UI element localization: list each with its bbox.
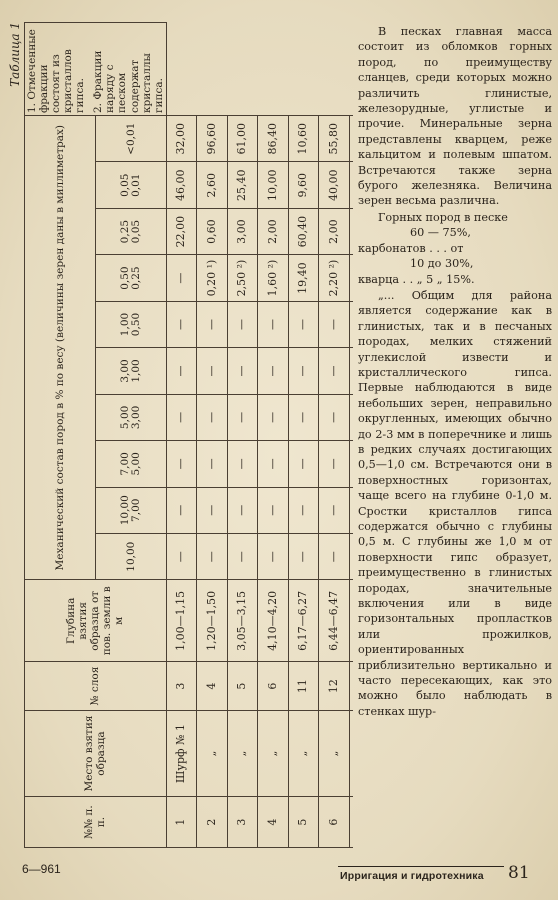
fraction-header xyxy=(95,533,166,579)
fraction-bound: 0,01 xyxy=(129,173,142,197)
cell-depth xyxy=(349,580,353,662)
fraction-header xyxy=(95,255,166,301)
fraction-header xyxy=(95,487,166,533)
fraction-label xyxy=(120,406,142,429)
cell-place: „ xyxy=(319,710,349,796)
fraction-label xyxy=(126,542,137,572)
table-row xyxy=(166,23,196,848)
paragraph-gypsum: „... Общим для района является содержание как в глинистых, так и в песчаных породах, мелких стяжений углекислой извести и кристаллического гипса. Первые наблюдаются в виде небольших зерен, неправильно округленных, имеющих обычно до 2-3 мм в поперечнике и лишь в редких случаях достигающих 0,5—1,0 см. Встречаются они в поверхностных горизонтах, чаще всего на глубине 0-1,0 м. Сростки кристаллов гипса содержатся обычно с глубины 0,5 м. С глубины же 1,0 м от поверхности гипс образует, преимущественно в глинистых породах, значительные включения или в виде горизонтальных пропластков или прожилков, ориентированных приблизительно вертикально и часто пересекающих, как это можно было наблюдать в стенках шур- xyxy=(358,288,552,718)
page-number: 81 xyxy=(508,863,530,883)
table-body xyxy=(166,23,353,848)
header-depth: Глубина взятия образца от пов. земли в м xyxy=(25,580,167,662)
cell-fraction-value: 55,80 xyxy=(319,116,349,162)
cell-fraction-value xyxy=(349,533,353,579)
cell-fraction-value: 2,60 xyxy=(197,162,227,208)
cell-fraction-value: 61,00 xyxy=(227,116,257,162)
paragraph-sands: В песках главная масса состоит из обломков горных пород, по преимуществу сланцев, среди которых можно различить глинистые, железорудные, углистые и прочие. Минеральные зерна представлены кварцем, реже кальцитом и полевым шпатом. Встречаются также зерна бурого железняка. Величина зерен весьма различна. xyxy=(358,25,552,208)
cell-fraction-value: — xyxy=(258,441,288,487)
cell-fraction-value: 25,40 xyxy=(227,162,257,208)
cell-fraction-value: — xyxy=(258,301,288,347)
cell-fraction-value: 22,00 xyxy=(166,208,196,254)
cell-layer: 6 xyxy=(258,662,288,711)
fraction-label xyxy=(120,266,142,289)
cell-fraction-value: 9,60 xyxy=(288,162,318,208)
fraction-bound: 0,25 xyxy=(129,266,142,290)
cell-fraction-value xyxy=(349,255,353,301)
cell-fraction-value: — xyxy=(319,348,349,394)
fraction-bound: 5,00 xyxy=(129,452,142,476)
cell-fraction-value: 3,00 xyxy=(227,208,257,254)
cell-fraction-value: — xyxy=(166,487,196,533)
cell-fraction-value: — xyxy=(288,348,318,394)
paragraph-composition xyxy=(358,210,552,287)
cell-fraction-value: — xyxy=(288,487,318,533)
fraction-bound: 7,00 xyxy=(129,498,142,522)
cell-fraction-value: — xyxy=(166,533,196,579)
cell-fraction-value: 2,00 xyxy=(258,208,288,254)
table-row xyxy=(197,23,227,848)
cell-layer: 4 xyxy=(197,662,227,711)
rotated-table xyxy=(8,22,353,848)
cell-fraction-value: — xyxy=(319,394,349,440)
table-row xyxy=(319,23,349,848)
cell-layer: 12 xyxy=(319,662,349,711)
fraction-header xyxy=(95,348,166,394)
mechanical-composition-table xyxy=(24,22,353,848)
table-caption: Таблица 1 xyxy=(8,22,22,87)
fraction-label xyxy=(120,495,142,525)
fraction-bound: 0,50 xyxy=(118,266,131,290)
cell-fraction-value: 2,20 ²) xyxy=(319,255,349,301)
fraction-header xyxy=(95,301,166,347)
fraction-label xyxy=(126,123,137,155)
fraction-bound: 3,00 xyxy=(118,359,131,383)
cell-fraction-value: — xyxy=(197,301,227,347)
cell-fraction-value xyxy=(349,301,353,347)
cell-fraction-value: 2,50 ²) xyxy=(227,255,257,301)
cell-fraction-value: — xyxy=(227,533,257,579)
note-1: 1. Отмеченные фракции состоят из кристаллов гипса. xyxy=(26,29,87,114)
cell-fraction-value: — xyxy=(258,394,288,440)
notes-cell xyxy=(25,23,167,116)
header-number: №№ п. п. xyxy=(25,797,167,848)
composition-line-quartz: кварца . . „ 5 „ 15%. xyxy=(358,272,475,286)
cell-fraction-value: — xyxy=(319,487,349,533)
fraction-header xyxy=(95,441,166,487)
cell-fraction-value: — xyxy=(319,301,349,347)
printer-signature: 6—961 xyxy=(22,862,61,876)
cell-fraction-value: 2,00 xyxy=(319,208,349,254)
fraction-label xyxy=(120,452,142,475)
cell-fraction-value: — xyxy=(197,533,227,579)
fraction-header xyxy=(95,394,166,440)
cell-fraction-value xyxy=(349,208,353,254)
cell-fraction-value: — xyxy=(227,487,257,533)
fraction-label xyxy=(120,220,142,243)
cell-number: 5 xyxy=(288,797,318,848)
fraction-label xyxy=(120,359,142,382)
cell-fraction-value: — xyxy=(227,348,257,394)
cell-fraction-value: 60,40 xyxy=(288,208,318,254)
cell-fraction-value: — xyxy=(258,348,288,394)
cell-depth: 6,17—6,27 xyxy=(288,580,318,662)
cell-number xyxy=(349,797,353,848)
note-2: 2. Фракции наряду с песком содержат кристаллы гипса. xyxy=(92,50,165,114)
cell-depth: 4,10—4,20 xyxy=(258,580,288,662)
fraction-label xyxy=(120,174,142,197)
cell-fraction-value: — xyxy=(319,441,349,487)
cell-fraction-value: — xyxy=(258,533,288,579)
header-layer: № слоя xyxy=(25,662,167,711)
cell-fraction-value xyxy=(349,162,353,208)
cell-fraction-value: — xyxy=(227,394,257,440)
cell-layer: 5 xyxy=(227,662,257,711)
journal-title: Ирригация и гидротехника xyxy=(340,870,484,882)
cell-fraction-value xyxy=(349,394,353,440)
cell-fraction-value: — xyxy=(288,394,318,440)
header-mechanical-composition: Механический состав пород в % по весу (величины зерен даны в миллиметрах) xyxy=(25,116,96,580)
cell-fraction-value: — xyxy=(288,533,318,579)
footer-rule xyxy=(338,866,504,867)
composition-line-carbonates-value: 10 до 30%, xyxy=(410,257,474,271)
cell-number: 1 xyxy=(166,797,196,848)
cell-fraction-value: — xyxy=(197,487,227,533)
cell-fraction-value: 46,00 xyxy=(166,162,196,208)
fraction-bound: <0,01 xyxy=(124,122,137,155)
cell-place: „ xyxy=(197,710,227,796)
cell-layer: 3 xyxy=(166,662,196,711)
fraction-header xyxy=(95,162,166,208)
cell-fraction-value: 96,60 xyxy=(197,116,227,162)
table-row xyxy=(288,23,318,848)
fraction-bound: 10,00 xyxy=(118,495,131,526)
cell-fraction-value xyxy=(349,116,353,162)
cell-number: 4 xyxy=(258,797,288,848)
cell-fraction-value xyxy=(349,487,353,533)
composition-line-rocks-value: 60 — 75%, xyxy=(410,226,471,240)
cell-fraction-value: 10,00 xyxy=(258,162,288,208)
fraction-header xyxy=(95,116,166,162)
cell-depth: 3,05—3,15 xyxy=(227,580,257,662)
cell-fraction-value: — xyxy=(197,394,227,440)
composition-line-rocks: Горных пород в песке xyxy=(378,210,508,224)
header-place: Место взятия образца xyxy=(25,710,167,796)
cell-fraction-value: — xyxy=(319,533,349,579)
cell-fraction-value: 40,00 xyxy=(319,162,349,208)
cell-fraction-value xyxy=(349,348,353,394)
cell-fraction-value: — xyxy=(288,301,318,347)
fraction-bound: 0,05 xyxy=(129,219,142,244)
fraction-bound: 10,00 xyxy=(124,541,137,572)
table-row xyxy=(349,23,353,848)
cell-place: „ xyxy=(227,710,257,796)
cell-fraction-value: — xyxy=(166,301,196,347)
fraction-bound: 3,00 xyxy=(129,405,142,430)
cell-number: 2 xyxy=(197,797,227,848)
cell-fraction-value xyxy=(349,441,353,487)
cell-number: 3 xyxy=(227,797,257,848)
cell-number: 6 xyxy=(319,797,349,848)
fraction-label xyxy=(120,313,142,336)
cell-fraction-value: — xyxy=(288,441,318,487)
cell-fraction-value: — xyxy=(227,301,257,347)
table-row xyxy=(258,23,288,848)
cell-fraction-value: — xyxy=(197,348,227,394)
article-text xyxy=(358,24,552,856)
rotated-table-area xyxy=(8,22,353,848)
cell-fraction-value: — xyxy=(166,394,196,440)
table-row xyxy=(227,23,257,848)
cell-layer: 11 xyxy=(288,662,318,711)
composition-line-carbonates: карбонатов . . . от xyxy=(358,241,464,255)
cell-fraction-value: — xyxy=(166,255,196,301)
cell-place: „ xyxy=(288,710,318,796)
cell-fraction-value: 0,60 xyxy=(197,208,227,254)
fraction-bound: 5,00 xyxy=(118,405,131,430)
cell-fraction-value: 19,40 xyxy=(288,255,318,301)
cell-layer xyxy=(349,662,353,711)
cell-place: Шурф № 1 xyxy=(166,710,196,796)
cell-place xyxy=(349,710,353,796)
fraction-bound: 7,00 xyxy=(118,452,131,476)
cell-fraction-value: — xyxy=(258,487,288,533)
fraction-bound: 0,50 xyxy=(129,312,142,337)
cell-fraction-value: — xyxy=(227,441,257,487)
fraction-bound: 0,05 xyxy=(118,173,131,197)
cell-fraction-value: — xyxy=(166,348,196,394)
fraction-header xyxy=(95,208,166,254)
cell-fraction-value: — xyxy=(197,441,227,487)
cell-depth: 1,20—1,50 xyxy=(197,580,227,662)
cell-fraction-value: 0,20 ¹) xyxy=(197,255,227,301)
cell-place: „ xyxy=(258,710,288,796)
cell-fraction-value: 32,00 xyxy=(166,116,196,162)
cell-depth: 1,00—1,15 xyxy=(166,580,196,662)
cell-fraction-value: 86,40 xyxy=(258,116,288,162)
fraction-bound: 0,25 xyxy=(118,219,131,244)
cell-fraction-value: — xyxy=(166,441,196,487)
cell-fraction-value: 1,60 ²) xyxy=(258,255,288,301)
fraction-bound: 1,00 xyxy=(129,359,142,383)
fraction-bound: 1,00 xyxy=(118,312,131,337)
cell-fraction-value: 10,60 xyxy=(288,116,318,162)
cell-depth: 6,44—6,47 xyxy=(319,580,349,662)
